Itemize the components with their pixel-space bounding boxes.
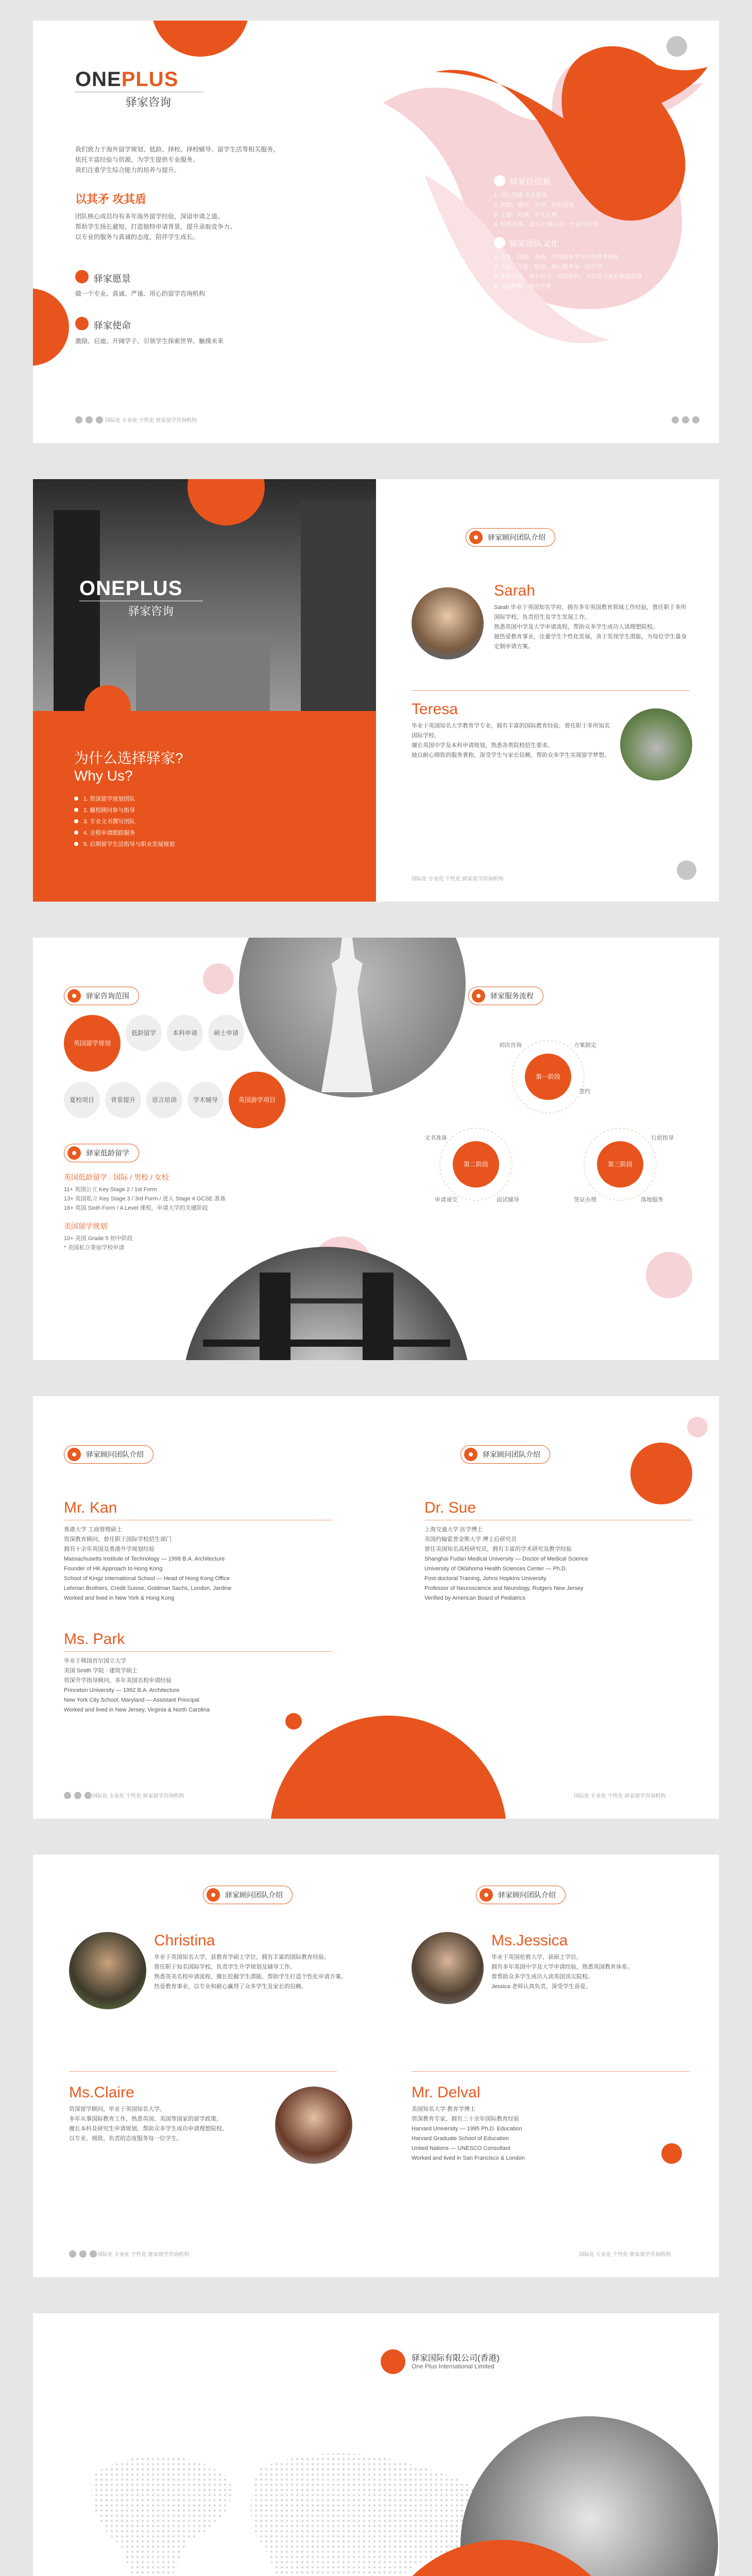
- brand-sub: 驿家咨询: [128, 605, 174, 618]
- mission-title: 驿家使命: [94, 320, 131, 331]
- scope-node: 背景提升: [105, 1082, 141, 1118]
- footer-text: 国际化 专业化 个性化 驿家留学咨询机构: [105, 418, 197, 423]
- christina-photo: [69, 1932, 146, 2009]
- teresa-name: Teresa: [412, 701, 458, 718]
- sue-bio: 上海交通大学 医学博士 美国约翰霍普金斯大学 博士后研究员 曾任美国知名高校研究员，拥有丰富的学术研究及教学经验 Shanghai Fudan Medical University — Doctor of Medical Science University of Oklahoma Health Sciences Center — Ph.D. Post-doctoral Training, Johns Hopkins University Professor of Neuroscience and Neurology, Rutgers New Jersey Verified by American Board of Pediatrics: [424, 1527, 588, 1601]
- deco-circle: [270, 1716, 507, 1819]
- claire-photo: [275, 2087, 352, 2164]
- culture-title: 驿家团队文化: [509, 240, 559, 248]
- divider: [412, 2071, 690, 2072]
- step-tag: 文书准备: [424, 1135, 447, 1141]
- sarah-name: Sarah: [494, 582, 536, 599]
- deco-circle: [687, 1417, 708, 1437]
- uk-lines: 11+ 英国公立 Key Stage 2 / 1st Form 13+ 英国私立 Key Stage 3 / 3rd Form / 进入 Stage 4 GCSE 准备 16+ 英国 Sixth Form / A Level 课程，申请大学的关键阶段: [64, 1187, 226, 1211]
- park-bio: 毕业于韩国首尔国立大学 美国 Smith 学院 · 建筑学硕士 资深升学指导顾问，多年美国名校申请经验 Princeton University — 1992 B.A. Architecture New York City School, Maryland — Assistant Principal Worked and lived in New Jersey, Virginia & North Carolina: [64, 1658, 210, 1713]
- sue-name: Dr. Sue: [424, 1499, 476, 1516]
- step-tag: 行前指导: [651, 1135, 674, 1141]
- footer-text: 国际化 专业化 个性化 驿家留学咨询机构: [412, 876, 504, 882]
- deco-circle: [630, 1443, 692, 1504]
- scope-node-main: 英国游学项目: [229, 1072, 285, 1128]
- deco-circle: [677, 860, 696, 880]
- vision-icon: [75, 270, 89, 283]
- value-icon: [494, 175, 505, 187]
- delval-name: Mr. Delval: [412, 2084, 481, 2101]
- section-pill: 驿家低龄留学: [64, 1144, 139, 1162]
- us-lines: 10+ 美国 Grade 5 初中阶段 * 美国私立寄宿学校申请: [64, 1235, 133, 1251]
- deco-circle: [661, 2143, 682, 2164]
- page-services: [33, 938, 719, 1360]
- step-tag: 落地服务: [641, 1197, 663, 1203]
- deco-circle: [203, 963, 234, 994]
- sarah-photo: [412, 587, 484, 659]
- section-pill: 驿家服务流程: [468, 987, 543, 1005]
- section-pill: 驿家顾问团队介绍: [460, 1445, 550, 1464]
- scope-node: 硕士申请: [208, 1015, 244, 1051]
- kan-name: Mr. Kan: [64, 1499, 117, 1516]
- deco-circle: [151, 21, 249, 57]
- reason-list: 1. 资深留学规划团队 2. 藤校顾问参与指导 3. 专业文书撰写团队 4. 全程申请跟踪服务 5. 后期留学生活指导与职业发展规划: [74, 793, 175, 850]
- section-pill: 驿家顾问团队介绍: [203, 1886, 293, 1904]
- scope-node: 学术辅导: [187, 1082, 224, 1118]
- deco-circle: [285, 1713, 302, 1730]
- section-pill: 驿家顾问团队介绍: [476, 1886, 566, 1904]
- scope-node: 本科申请: [167, 1015, 203, 1051]
- company-cn: 驿家国际有限公司(香港): [412, 2354, 500, 2363]
- park-name: Ms. Park: [64, 1631, 125, 1648]
- company-en: One Plus International Limited: [412, 2363, 494, 2370]
- footer-text: 国际化 专业化 个性化 驿家留学咨询机构: [97, 2252, 190, 2258]
- bridge-icon: [203, 1262, 450, 1360]
- brand-sub: 驿家咨询: [126, 96, 172, 109]
- step-node: 第二阶段: [453, 1141, 499, 1188]
- step-tag: 面试辅导: [497, 1197, 519, 1203]
- why-title-en: Why Us?: [74, 768, 133, 784]
- step-node: 第一阶段: [525, 1054, 571, 1100]
- footer-icons: [69, 2250, 97, 2258]
- deco-circle: [84, 685, 131, 732]
- divider: [69, 2071, 337, 2072]
- claire-bio: 资深留学顾问，毕业于英国知名大学。 多年从事国际教育工作，熟悉英国、美国等国家的留学政策。 擅长本科及研究生申请规划，帮助众多学生成功申请理想院校。 以专业、细致、负责的态度服务每一位学生。: [69, 2106, 228, 2142]
- jessica-bio: 毕业于英国伦敦大学，获硕士学位。 拥有多年英国中学及大学申请经验，熟悉英国教育体系。 曾帮助众多学生成功入读英国顶尖院校。 Jessica 老师认真负责，深受学生喜爱。: [491, 1954, 633, 1990]
- value-list: 1. 用心沟通 专业服务 2. 团结、诚信、分享、开拓进取 3. 上进、自律、学无止境 4. 坦率真诚、走出去 融入每一个留学世界: [494, 192, 599, 228]
- footer-icons: [64, 1792, 92, 1799]
- section-pill: 驿家顾问团队介绍: [64, 1445, 153, 1464]
- vision-title: 驿家愿景: [94, 274, 131, 284]
- intro-text: 我们致力于海外留学规划、低龄、择校、择校辅导、留学生活等相关服务，依托丰富经验与资源，为学生提供专业服务。 我们注重学生综合能力的培养与提升。: [75, 146, 280, 174]
- slogan-body: 团队核心成员均有多年海外留学经验，深谙申请之道。 帮助学生扬长避短，打造独特申请背景，提升录取竞争力。 以专业的服务与真诚的态度，陪伴学生成长。: [75, 213, 236, 241]
- delval-bio: 美国知名大学 教育学博士 资深教育专家，拥有二十余年国际教育经验 Harvard University — 1995 Ph.D. Education Harvard Graduate School of Education United Nations — UNESCO Consultant Worked and lived in San Francisco & London: [412, 2106, 525, 2161]
- page-team-1: [33, 1396, 719, 1819]
- jessica-photo: [412, 1932, 484, 2004]
- section-pill: 驿家顾问团队介绍: [466, 528, 555, 547]
- footer-icons: [75, 416, 103, 423]
- footer-text: 国际化 专业化 个性化 驿家留学咨询机构: [92, 1793, 184, 1799]
- scope-node: 语言培训: [146, 1082, 182, 1118]
- deco-circle: [646, 1252, 692, 1298]
- mission-icon: [75, 317, 89, 330]
- us-title: 美国留学规划: [64, 1222, 107, 1230]
- scope-node: 低龄留学: [126, 1015, 162, 1051]
- christina-name: Christina: [154, 1932, 215, 1949]
- kan-bio: 香港大学 工商管理硕士 资深教育顾问，曾任职于国际学校招生部门 拥有十余年英国及香港升学规划经验 Massachusetts Institute of Technology — 1998 B.A. Architecture Founder of HK Approach to Hong Kong School of Kingz International School — Head of Hong Kong Office Lehman Brothers, Credit Suisse, Goldman Sachs, London, Jardine Worked and lived in New York & Hong Kong: [64, 1527, 232, 1601]
- value-title: 驿家价值观: [509, 178, 551, 187]
- page-back-cover: [33, 2313, 719, 2576]
- step-node: 第三阶段: [597, 1141, 643, 1188]
- scope-node-main: 英国留学规划: [64, 1015, 121, 1072]
- claire-name: Ms.Claire: [69, 2084, 134, 2101]
- divider: [64, 1651, 332, 1652]
- step-tag: 签证办理: [574, 1197, 596, 1203]
- christina-bio: 毕业于英国知名大学，获教育学硕士学位，拥有丰富的国际教育经验。 曾任职于知名国际学校，负责学生升学规划及辅导工作。 熟悉英美名校申请流程，擅长挖掘学生潜能，帮助学生打造个性化申请方案。 热爱教育事业，以专业和耐心赢得了众多学生及家长的信赖。: [154, 1954, 347, 1990]
- brand-logo: ONEPLUS: [79, 577, 183, 600]
- footer-text: 国际化 专业化 个性化 驿家留学咨询机构: [579, 2252, 671, 2258]
- page-team-2: [33, 1855, 719, 2277]
- teresa-bio: 毕业于英国知名大学教育学专业，拥有丰富的国际教育经验，曾任职于多所知名国际学校。 擅长英国中学及本科申请规划，熟悉各类院校招生要求。 她以耐心细致的服务著称，深受学生与家长信赖，帮助众多学生实现留学梦想。: [412, 723, 610, 758]
- page-why: [33, 479, 719, 902]
- teresa-photo: [620, 708, 692, 781]
- why-title-cn: 为什么选择驿家?: [74, 750, 183, 766]
- step-tag: 方案制定: [574, 1042, 596, 1048]
- vision-body: 做一个专业、真诚、严谨、用心的留学咨询机构: [75, 290, 206, 297]
- culture-list: 1. 专业、团结、高效、共同进步学习力的优秀团队 2. 主动、开放、包容、用心服务每一位学员 3. 承担责任、勇于担当、团结协作，为学员与家长创造价值 4. 沟通顺畅、相互欣赏: [494, 254, 642, 290]
- company-logo-icon: [381, 2349, 405, 2374]
- page-intro: [33, 21, 719, 443]
- footer-icons: [672, 416, 699, 423]
- statue-icon: [306, 938, 388, 1092]
- footer-text: 国际化 专业化 个性化 驿家留学咨询机构: [574, 1793, 666, 1799]
- step-tag: 初次咨询: [499, 1042, 522, 1048]
- divider: [412, 690, 690, 691]
- deco-circle: [33, 289, 69, 366]
- jessica-name: Ms.Jessica: [491, 1932, 568, 1949]
- slogan: 以其矛 攻其盾: [75, 193, 147, 206]
- step-tag: 签约: [579, 1089, 590, 1095]
- culture-icon: [494, 237, 505, 248]
- process-diagram: [394, 1010, 703, 1226]
- step-tag: 申请递交: [435, 1197, 457, 1203]
- scope-node: 夏校项目: [64, 1082, 100, 1118]
- brand-logo: ONEPLUS: [75, 68, 179, 91]
- sarah-bio: Sarah 毕业于英国知名学府，拥有多年英国教育领域工作经验，曾任职于多所国际学校，负责招生及学生发展工作。 熟悉英国中学及大学申请流程，帮助众多学生成功入读理想院校。 她热爱教育事业，注重学生个性化发展，善于发现学生潜能，为每位学生量身定制申请方案。: [494, 604, 687, 650]
- mission-body: 激励、启迪、开阔学子、引领学生探索世界、触摸未来: [75, 337, 224, 345]
- section-pill: 驿家咨询范围: [64, 987, 139, 1005]
- uk-title: 英国低龄留学 · 国际 / 男校 / 女校: [64, 1173, 169, 1181]
